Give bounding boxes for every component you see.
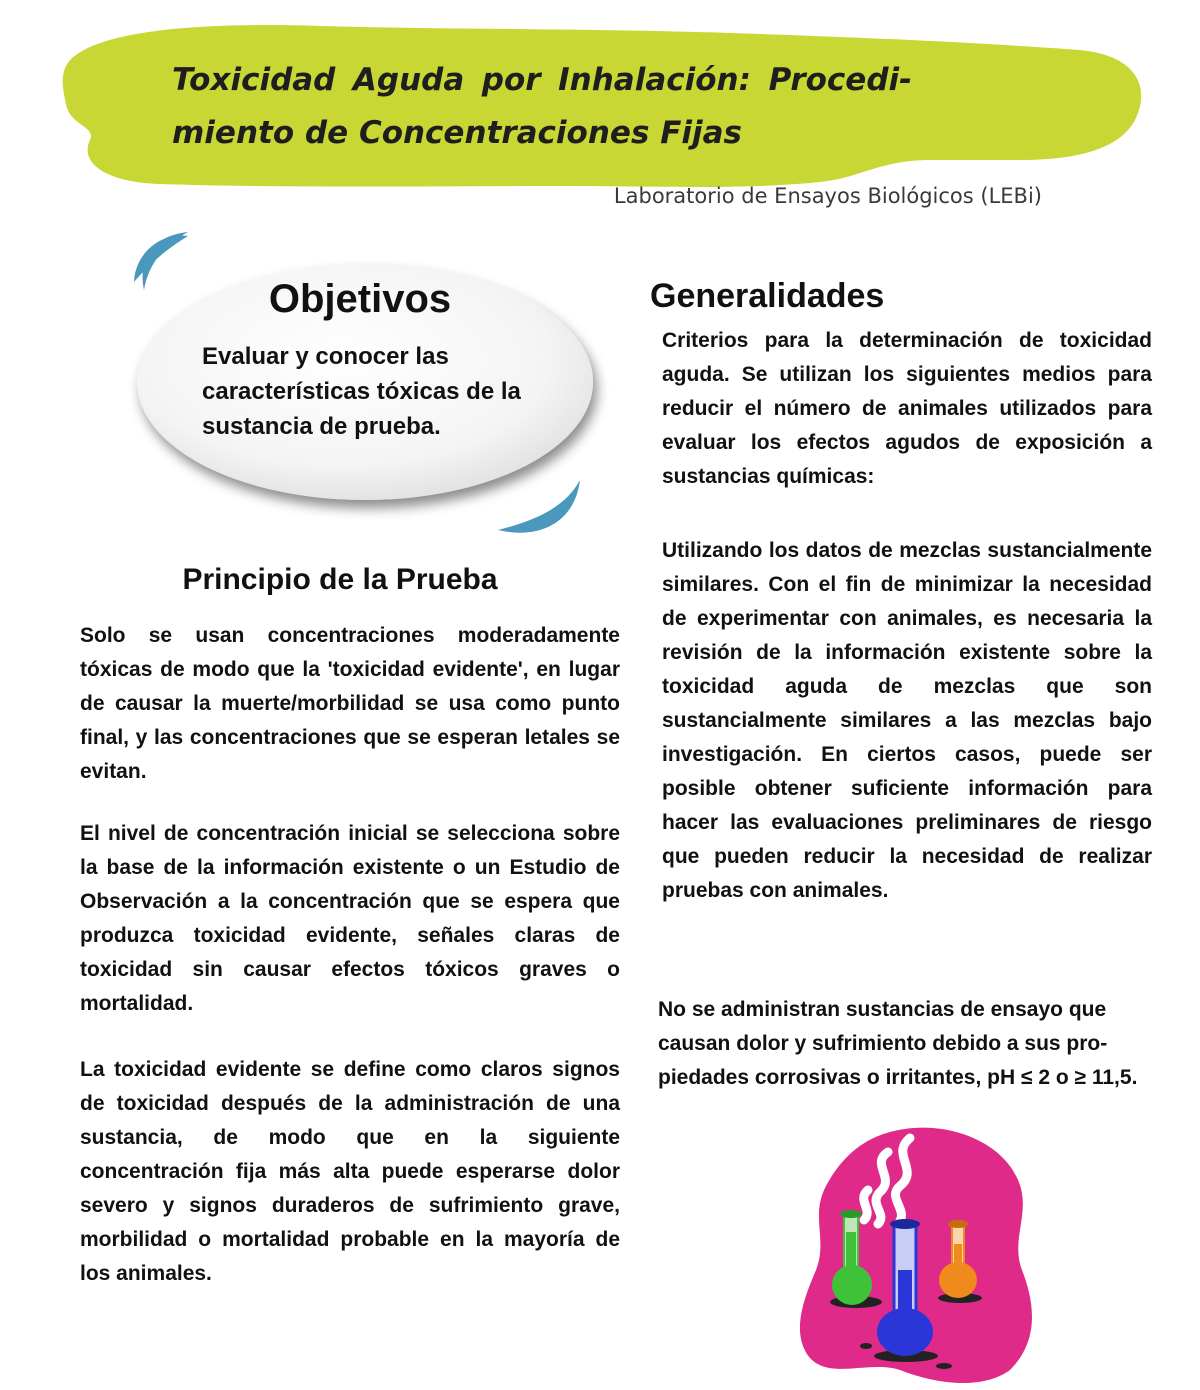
chemistry-flasks-icon xyxy=(770,1120,1070,1390)
objetivos-text: Evaluar y conocer las características tóxicas de la sustancia de prueba. xyxy=(202,343,521,440)
generalidades-paragraph-2: Utilizando los datos de mezclas sustancialmente similares. Con el fin de minimizar la necesidad de experimentar con animales, es necesaria la revisión de la información existente sobre la toxicidad aguda de mezclas que son sustancialmente similares a las mezclas bajo investigación. En ciertos casos, puede ser posible obtener suficiente información para hacer las evaluaciones preliminares de riesgo que pueden reducir la necesidad de realizar pruebas con animales. xyxy=(662,539,1152,902)
principio-title: Principio de la Prueba xyxy=(182,563,498,596)
page-subtitle: Laboratorio de Ensayos Biológicos (LEBi) xyxy=(613,184,1042,208)
principio-paragraph-3: La toxicidad evidente se define como claros signos de toxicidad después de la administración de una sustancia, de modo que en la siguiente concentración fija más alta puede esperarse dolor severo y signos duraderos de sufrimiento grave, morbilidad o mortalidad probable en la mayoría de los animales. xyxy=(80,1058,620,1285)
principio-paragraph-1: Solo se usan concentraciones moderadamente tóxicas de modo que la 'toxicidad evidente', en lugar de causar la muerte/morbilidad se usa como punto final, y las concentraciones que se esperan letales se evitan. xyxy=(80,624,620,783)
generalidades-paragraph-1: Criterios para la determinación de toxicidad aguda. Se utilizan los siguientes medios para reducir el número de animales utilizados para evaluar los efectos agudos de exposición a sustancias químicas: xyxy=(662,329,1152,488)
generalidades-title: Generalidades xyxy=(650,277,885,315)
accent-arc-bottom xyxy=(498,480,580,533)
page-title-line-1: Toxicidad Aguda por Inhalación: Procedi- xyxy=(172,62,912,98)
generalidades-paragraph-3: No se administran sustancias de ensayo que causan dolor y sufrimiento debido a sus pro-piedades corrosivas o irritantes, pH ≤ 2 o ≥ 11,5. xyxy=(658,998,1138,1089)
objetivos-title: Objetivos xyxy=(268,277,452,321)
principio-paragraph-2: El nivel de concentración inicial se selecciona sobre la base de la información existente o un Estudio de Observación a la concentración que se espera que produzca toxicidad evidente, señales claras de toxicidad sin causar efectos tóxicos graves o mortalidad. xyxy=(80,822,620,1015)
page-title-line-2: miento de Concentraciones Fijas xyxy=(172,115,742,151)
